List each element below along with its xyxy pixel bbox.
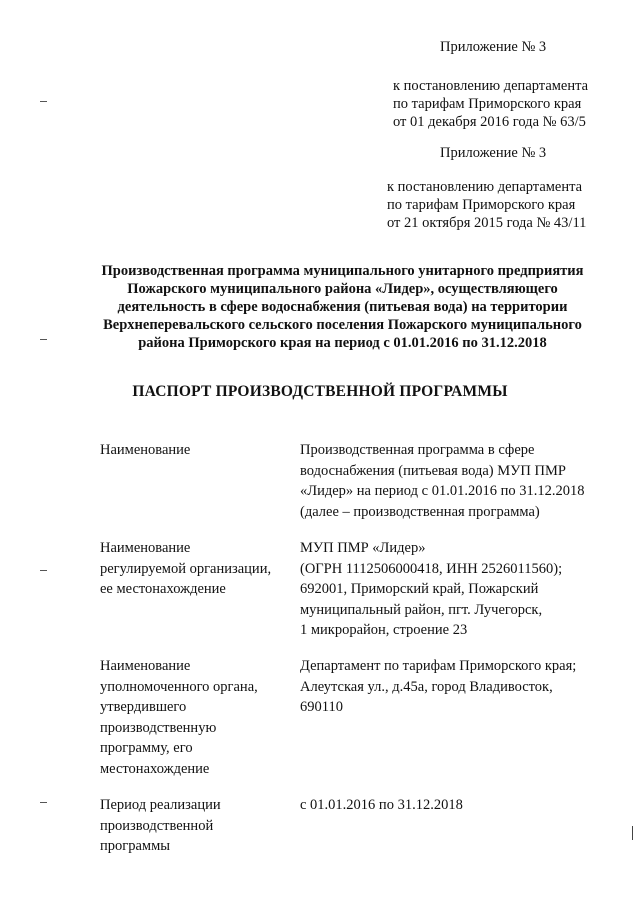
label-line: Наименование [100, 442, 191, 458]
label-line: производственной [100, 817, 214, 834]
appendix-2-title: Приложение № 3 [440, 145, 547, 161]
value-line: 1 микрорайон, строение 23 [300, 622, 468, 638]
value-line: с 01.01.2016 по 31.12.2018 [300, 797, 463, 813]
label-line: уполномоченного органа, [100, 678, 258, 695]
appendix-2-line: от 21 октября 2015 года № 43/11 [387, 215, 587, 231]
scan-mark [40, 101, 47, 102]
appendix-1-title: Приложение № 3 [440, 39, 547, 55]
value-line: водоснабжения (питьевая вода) МУП ПМР [300, 462, 566, 479]
document-title-line: деятельность в сфере водоснабжения (питьевая вода) на территории [117, 299, 568, 315]
row-label-period [100, 795, 300, 857]
value-line: Алеутская ул., д.45а, город Владивосток, [300, 678, 553, 695]
appendix-1-line: по тарифам Приморского края [393, 96, 582, 112]
appendix-2-reference [387, 178, 586, 232]
value-line: 692001, Приморский край, Пожарский [300, 581, 539, 597]
document-title-line: Пожарского муниципального района «Лидер», осуществляющего [127, 281, 558, 297]
label-line: Период реализации [100, 797, 221, 813]
appendix-2-line: к постановлению департамента [387, 179, 583, 195]
appendix-2-line: по тарифам Приморского края [387, 197, 576, 213]
row-label-authority [100, 656, 300, 779]
row-value-authority [300, 656, 620, 718]
document-title-line: Производственная программа муниципального унитарного предприятия [101, 263, 584, 279]
label-line: Наименование [100, 540, 191, 556]
label-line: Наименование [100, 658, 191, 674]
passport-heading: ПАСПОРТ ПРОИЗВОДСТВЕННОЙ ПРОГРАММЫ [132, 383, 508, 400]
value-line: 690110 [300, 699, 343, 715]
scan-edge-mark [632, 826, 633, 840]
value-line: Производственная программа в сфере [300, 442, 535, 458]
row-value-period [300, 795, 620, 816]
document-title-line: Верхнеперевальского сельского поселения Пожарского муниципального [103, 317, 582, 333]
appendix-1-line: от 01 декабря 2016 года № 63/5 [393, 114, 586, 130]
appendix-1-line: к постановлению департамента [393, 78, 589, 94]
row-value-organization [300, 538, 620, 641]
label-line: местонахождение [100, 760, 210, 777]
value-line: «Лидер» на период с 01.01.2016 по 31.12.2018 [300, 483, 585, 499]
value-line: МУП ПМР «Лидер» [300, 540, 426, 556]
label-line: регулируемой организации, [100, 560, 272, 577]
value-line: Департамент по тарифам Приморского края; [300, 658, 577, 674]
value-line: (далее – производственная программа) [300, 503, 540, 520]
row-label-organization [100, 538, 300, 600]
value-line: (ОГРН 1112506000418, ИНН 2526011560); [300, 560, 563, 577]
scan-mark [40, 802, 47, 803]
value-line: муниципальный район, пгт. Лучегорск, [300, 601, 543, 618]
appendix-1-reference [393, 77, 588, 131]
scan-mark [40, 570, 47, 571]
label-line: программы [100, 838, 170, 854]
document-title-line: района Приморского края на период с 01.01.2016 по 31.12.2018 [138, 335, 547, 351]
row-value-name [300, 440, 620, 522]
scan-mark [40, 339, 47, 340]
label-line: программу, его [100, 740, 193, 756]
label-line: утвердившего [100, 699, 187, 715]
label-line: ее местонахождение [100, 581, 226, 597]
label-line: производственную [100, 719, 217, 736]
document-title [60, 262, 625, 352]
row-label-name [100, 440, 300, 461]
